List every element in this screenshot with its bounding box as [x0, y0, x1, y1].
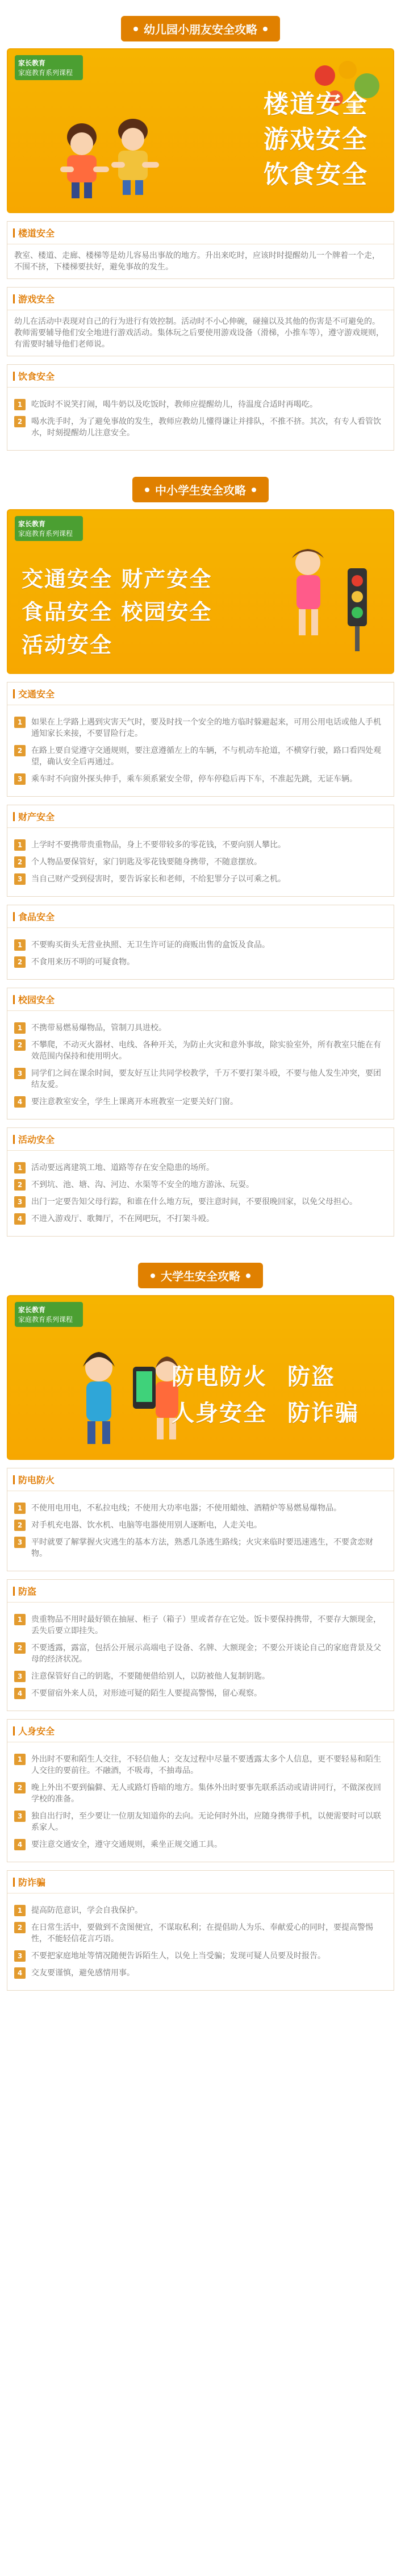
block-content	[7, 1011, 394, 1119]
item-text: 要注意交通安全，遵守交通规则，乘坐正规交通工具。	[31, 1840, 222, 1849]
block-personal	[7, 1719, 394, 1862]
slogan-item: 防诈骗	[287, 1400, 359, 1426]
item-text: 贵重物品不用时最好锁在抽屉、柜子（箱子）里或者存在它处。饭卡要保持携带，不要存大额现金，丢失后要立即挂失。	[31, 1615, 381, 1636]
list-item	[14, 399, 387, 410]
brand-line2: 家庭教育系列课程	[18, 69, 73, 77]
block-title: 交通安全	[7, 683, 394, 705]
item-number: 2	[14, 1039, 26, 1051]
item-text: 交友要谨慎，避免感情用事。	[31, 1969, 135, 1978]
list-item	[14, 1162, 387, 1173]
item-text: 同学们之间在课余时间，要友好互让共同学校教学，千万不要打架斗殴，不要与他人发生冲突，要团结友爱。	[31, 1069, 381, 1089]
list-item	[14, 1213, 387, 1225]
item-number: 1	[14, 839, 26, 851]
item-number: 2	[14, 956, 26, 968]
pill-dot-left	[145, 488, 149, 492]
brand-line2: 家庭教育系列课程	[18, 530, 73, 538]
item-number: 1	[14, 1022, 26, 1034]
list-item	[14, 1614, 387, 1637]
item-text: 活动要远离建筑工地、道路等存在安全隐患的场所。	[31, 1163, 214, 1172]
item-text: 不要留宿外来人员，对形迹可疑的陌生人要提高警惕，留心观察。	[31, 1689, 262, 1698]
list-item	[14, 1754, 387, 1776]
item-text: 不要透露，露富，包括公开展示高端电子设备、名牌、大额现金；不要公开谈论自己的家庭背景及父母的经济状况。	[31, 1643, 381, 1664]
banner-slogans	[264, 87, 368, 193]
block-title: 防诈骗	[7, 1871, 394, 1893]
item-text: 不携带易燃易爆物品，管制刀具进校。	[31, 1023, 166, 1033]
list-item	[14, 1839, 387, 1850]
block-content	[7, 828, 394, 896]
item-number: 3	[14, 1950, 26, 1962]
list-item	[14, 1688, 387, 1699]
section-header-school	[7, 477, 394, 502]
list-item	[14, 773, 387, 785]
block-electric-fire	[7, 1468, 394, 1571]
item-number: 3	[14, 1811, 26, 1822]
list-item	[14, 1179, 387, 1191]
girl-traffic-illustration	[268, 540, 382, 659]
item-number: 1	[14, 939, 26, 951]
slogan-item: 楼道安全	[264, 90, 368, 119]
block-theft	[7, 1579, 394, 1711]
block-title: 饮食安全	[7, 365, 394, 388]
brand-badge	[15, 55, 83, 80]
item-number: 1	[14, 1162, 26, 1173]
list-item	[14, 1520, 387, 1531]
brand-line2: 家庭教育系列课程	[18, 1316, 73, 1324]
list-item	[14, 1905, 387, 1916]
list-item	[14, 1950, 387, 1962]
list-item	[14, 745, 387, 768]
item-number: 3	[14, 1196, 26, 1208]
block-content	[7, 1742, 394, 1862]
item-text: 晚上外出不要到偏僻、无人或路灯昏暗的地方。集体外出时要事先联系活动或请讲同行，不做深夜回学校的准备。	[31, 1783, 381, 1804]
pill-dot-left	[133, 27, 138, 31]
list-item	[14, 1671, 387, 1682]
banner-kindergarten	[7, 48, 394, 213]
item-number: 3	[14, 873, 26, 885]
item-number: 2	[14, 1520, 26, 1531]
item-text: 不食用来历不明的可疑食物。	[31, 958, 135, 967]
item-number: 4	[14, 1213, 26, 1225]
list-item	[14, 1811, 387, 1833]
block-title: 人身安全	[7, 1720, 394, 1742]
list-item	[14, 1068, 387, 1091]
pill-dot-right	[246, 1274, 250, 1278]
item-number: 2	[14, 416, 26, 427]
list-item	[14, 1922, 387, 1945]
section-title: 大学生安全攻略	[161, 1270, 240, 1283]
item-text: 喝水洗手时，为了避免事故的发生，教师应教幼儿懂得谦让并排队，不推不挤。其次，有专人看管饮水，时刻提醒幼儿注意安全。	[31, 417, 381, 438]
list-item	[14, 1967, 387, 1979]
item-text: 吃饭时不说笑打闹，喝牛奶以及吃饭时，教师应提醒幼儿，待温度合适时再喝吃。	[31, 400, 318, 409]
item-number: 4	[14, 1839, 26, 1850]
item-text: 平时就要了解掌握火灾逃生的基本方法，熟悉几条逃生路线；火灾来临时要迅速逃生，不要贪恋财物。	[31, 1538, 373, 1558]
list-item	[14, 956, 387, 968]
item-text: 不进入游戏厅、歌舞厅，不在网吧玩，不打架斗殴。	[31, 1214, 214, 1224]
section-title-pill	[132, 477, 269, 502]
block-activity	[7, 1127, 394, 1237]
block-stairs	[7, 221, 394, 279]
slogan-item: 防盗	[287, 1364, 335, 1390]
slogan-item: 饮食安全	[264, 160, 368, 189]
item-number: 3	[14, 773, 26, 785]
pill-dot-left	[151, 1274, 155, 1278]
item-text: 不使用电用电，不私拉电线；不使用大功率电器；不使用蜡烛、酒精炉等易燃易爆物品。	[31, 1504, 341, 1513]
item-text: 在路上要自觉遵守交通规则，要注意遵循左上的车辆，不与机动车抢道，不横穿行驶，路口看四处观望，确认安全后再通过。	[31, 746, 381, 767]
section-title-pill	[138, 1263, 263, 1288]
block-title: 活动安全	[7, 1128, 394, 1151]
item-text: 在日常生活中，要做到不贪图便宜，不谋取私利；在提倡助人为乐、奉献爱心的同时，要提高警惕性，不能轻信花言巧语。	[31, 1923, 373, 1944]
block-title: 财产安全	[7, 805, 394, 828]
section-header-kindergarten	[7, 16, 394, 41]
item-number: 3	[14, 1537, 26, 1548]
item-text: 如果在上学路上遇到灾害天气时，要及时找一个安全的地方临时躲避起来，可用公用电话或他人手机通知家长来接，不要冒险行走。	[31, 718, 381, 738]
block-property	[7, 805, 394, 897]
brand-badge	[15, 516, 83, 541]
item-number: 1	[14, 1503, 26, 1514]
section-title-pill	[121, 16, 280, 41]
item-text: 不攀爬，不动灭火器材、电线、各种开关，为防止火灾和意外事故，除实验室外，所有教室只能在有效范围内保持和使用明火。	[31, 1041, 381, 1061]
block-content	[7, 705, 394, 796]
item-text: 当自己财产受到侵害时，要告诉家长和老师，不给犯罪分子以可乘之机。	[31, 875, 286, 884]
item-number: 1	[14, 717, 26, 728]
item-number: 2	[14, 1782, 26, 1793]
list-item	[14, 416, 387, 439]
item-text: 不到坑、池、塘、沟、河边、水渠等不安全的地方游泳、玩耍。	[31, 1180, 254, 1189]
item-number: 4	[14, 1688, 26, 1699]
pill-dot-right	[263, 27, 268, 31]
item-text: 不要把家庭地址等情况随便告诉陌生人，以免上当受骗；发现可疑人员要及时报告。	[31, 1951, 325, 1961]
item-text: 注意保管好自己的钥匙，不要随便借给别人，以防被他人复制钥匙。	[31, 1672, 270, 1681]
slogan-row: 活动安全	[22, 632, 113, 657]
item-text: 提高防范意识，学会自我保护。	[31, 1906, 143, 1915]
item-text: 独自出行时，至少要让一位朋友知道你的去向。无论何时外出，应随身携带手机，以便需要时可以联系家人。	[31, 1812, 381, 1832]
brand-badge	[15, 1302, 83, 1327]
item-number: 3	[14, 1068, 26, 1079]
block-content	[7, 1151, 394, 1236]
item-text: 外出时不要和陌生人交往，不轻信他人；交友过程中尽量不要透露太多个人信息，更不要轻易和陌生人交往的要前往。不融酒，不吸毒，不抽毒品。	[31, 1755, 381, 1775]
list-item	[14, 717, 387, 739]
section-title: 中小学生安全攻略	[155, 484, 246, 497]
item-number: 2	[14, 1642, 26, 1654]
brand-line1: 家长教育	[18, 1306, 46, 1314]
list-item	[14, 873, 387, 885]
banner-slogans	[172, 1359, 370, 1431]
list-item	[14, 1537, 387, 1559]
item-text: 出门一定要告知父母行踪，和谁在什么地方玩，要注意时间，不要很晚回家，以免父母担心。	[31, 1197, 357, 1206]
brand-line1: 家长教育	[18, 59, 46, 67]
item-text: 乘车时不向窗外探头伸手，乘车须系紧安全带，停车停稳后再下车，不准起先跳，无证车辆。	[31, 775, 357, 784]
item-number: 1	[14, 399, 26, 410]
block-content	[7, 244, 394, 278]
item-number: 4	[14, 1096, 26, 1108]
block-content	[7, 310, 394, 356]
block-title: 防电防火	[7, 1468, 394, 1491]
list-item	[14, 1642, 387, 1665]
block-title: 游戏安全	[7, 288, 394, 310]
block-title: 校园安全	[7, 988, 394, 1011]
block-traffic	[7, 682, 394, 797]
block-food	[7, 364, 394, 451]
item-text: 不要购买街头无营业执照、无卫生许可证的商贩出售的盒饭及食品。	[31, 940, 270, 950]
item-number: 2	[14, 1922, 26, 1933]
slogan-item: 游戏安全	[264, 125, 368, 154]
item-number: 2	[14, 856, 26, 868]
block-title: 食品安全	[7, 905, 394, 928]
item-number: 1	[14, 1905, 26, 1916]
item-number: 3	[14, 1671, 26, 1682]
list-item	[14, 856, 387, 868]
block-fraud	[7, 1870, 394, 1991]
item-number: 2	[14, 1179, 26, 1191]
banner-university	[7, 1295, 394, 1460]
item-number: 1	[14, 1754, 26, 1765]
block-campus	[7, 988, 394, 1120]
section-header-university	[7, 1263, 394, 1288]
block-paragraph: 教室、楼道、走廊、楼梯等是幼儿容易出事故的地方。升出来吃时，应该时时提醒幼儿一个牌着一个走，不围不挤，下楼梯要扶好，避免事故的发生。	[14, 251, 380, 272]
block-title: 防盗	[7, 1580, 394, 1603]
list-item	[14, 1196, 387, 1208]
list-item	[14, 1096, 387, 1108]
item-text: 对手机充电器、饮水机、电脑等电器使用别人逐断电，人走关电。	[31, 1521, 262, 1530]
page	[0, 16, 401, 1991]
block-content	[7, 1603, 394, 1711]
section-title: 幼儿园小朋友安全攻略	[144, 23, 257, 36]
item-text: 上学时不要携带贵重物品，身上不要带较多的零花钱，不要向别人攀比。	[31, 840, 286, 850]
banner-school	[7, 509, 394, 674]
brand-line1: 家长教育	[18, 520, 46, 528]
slogan-row: 交通安全 财产安全	[22, 567, 212, 592]
slogan-item: 防电防火	[172, 1364, 268, 1390]
slogan-row: 食品安全 校园安全	[22, 600, 212, 625]
item-number: 1	[14, 1614, 26, 1625]
pill-dot-right	[252, 488, 256, 492]
list-item	[14, 1039, 387, 1062]
block-content	[7, 1893, 394, 1990]
item-number: 4	[14, 1967, 26, 1979]
list-item	[14, 839, 387, 851]
list-item	[14, 1782, 387, 1805]
block-content	[7, 1491, 394, 1571]
list-item	[14, 1503, 387, 1514]
banner-slogans	[22, 563, 212, 661]
item-text: 要注意教室安全，学生上课离开本班教室一定要关好门窗。	[31, 1097, 238, 1106]
block-food-safety	[7, 905, 394, 980]
slogan-row	[172, 1395, 370, 1431]
block-games	[7, 287, 394, 356]
block-title: 楼道安全	[7, 222, 394, 244]
kids-illustration	[31, 104, 190, 206]
item-number: 2	[14, 745, 26, 756]
slogan-item: 人身安全	[172, 1400, 268, 1426]
block-content	[7, 388, 394, 450]
slogan-row	[172, 1359, 370, 1395]
block-content	[7, 928, 394, 979]
list-item	[14, 939, 387, 951]
block-paragraph: 幼儿在活动中表现对自己的行为进行有效控制。活动时不小心伸碗，碰撞以及其他的伤害是不可避免的。教师需要辅导他们安全地进行游戏活动。集体玩之后要使用游戏设备（滑梯，小推车等），遵守游戏规则，有需要时辅导他们老师说。	[14, 317, 384, 349]
item-text: 个人物品要保管好，家门钥匙及零花钱要随身携带，不随意摆放。	[31, 858, 262, 867]
list-item	[14, 1022, 387, 1034]
